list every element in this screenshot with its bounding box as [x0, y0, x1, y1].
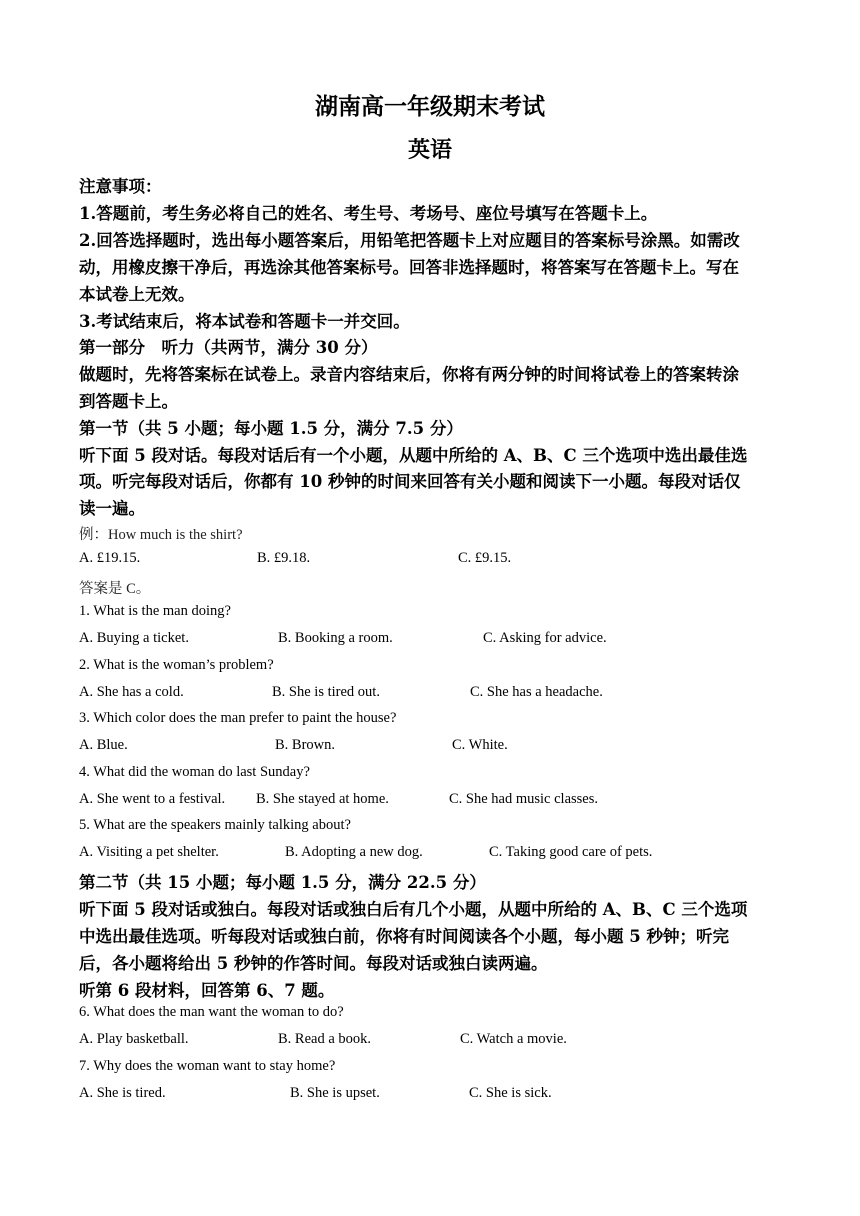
question-4: 4. What did the woman do last Sunday?	[79, 764, 310, 780]
question-3-option-c: C. White.	[452, 737, 508, 753]
question-5-option-c: C. Taking good care of pets.	[489, 844, 653, 860]
question-4-option-b: B. She stayed at home.	[256, 791, 389, 807]
question-5-option-a: A. Visiting a pet shelter.	[79, 844, 219, 860]
question-3-option-b: B. Brown.	[275, 737, 336, 753]
question-1: 1. What is the man doing?	[79, 603, 231, 619]
example-option-b: B. £9.18.	[257, 550, 311, 566]
material-6-heading: 听第 6 段材料，回答第 6、7 题。	[79, 981, 335, 1000]
section1-intro-line-3: 读一遍。	[79, 499, 145, 518]
question-7-option-c: C. She is sick.	[469, 1085, 552, 1101]
question-3: 3. Which color does the man prefer to paint the house?	[79, 710, 397, 726]
question-1-option-a: A. Buying a ticket.	[79, 630, 189, 646]
section2-intro-line-1: 听下面 5 段对话或独白。每段对话或独白后有几个小题，从题中所给的 A、B、C 三个选项	[79, 900, 748, 919]
section1-intro-line-1: 听下面 5 段对话。每段对话后有一个小题，从题中所给的 A、B、C 三个选项中选出最佳选	[79, 446, 748, 465]
section1-intro-line-2: 项。听完每段对话后，你都有 10 秒钟的时间来回答有关小题和阅读下一小题。每段对话仅	[79, 472, 741, 491]
part1-intro-line-2: 到答题卡上。	[79, 392, 178, 411]
question-2: 2. What is the woman’s problem?	[79, 657, 274, 673]
question-7-option-a: A. She is tired.	[79, 1085, 166, 1101]
example-option-a: A. £19.15.	[79, 550, 141, 566]
question-6-option-a: A. Play basketball.	[79, 1031, 189, 1047]
question-3-option-a: A. Blue.	[79, 737, 128, 753]
question-2-option-c: C. She has a headache.	[470, 684, 603, 700]
notice-item-1: 1.答题前，考生务必将自己的姓名、考生号、考场号、座位号填写在答题卡上。	[79, 204, 658, 223]
question-5-option-b: B. Adopting a new dog.	[285, 844, 423, 860]
question-7-option-b: B. She is upset.	[290, 1085, 380, 1101]
example-question: 例：How much is the shirt?	[79, 527, 243, 543]
question-4-option-c: C. She had music classes.	[449, 791, 599, 807]
notice-item-2-line-2: 动，用橡皮擦干净后，再选涂其他答案标号。回答非选择题时，将答案写在答题卡上。写在	[79, 258, 739, 277]
question-5: 5. What are the speakers mainly talking about?	[79, 817, 351, 833]
question-6-option-c: C. Watch a movie.	[460, 1031, 567, 1047]
question-7: 7. Why does the woman want to stay home?	[79, 1058, 336, 1074]
example-option-c: C. £9.15.	[458, 550, 512, 566]
exam-title: 湖南高一年级期末考试	[315, 93, 545, 120]
notice-heading: 注意事项：	[79, 177, 162, 196]
part1-heading: 第一部分 听力（共两节，满分 30 分）	[79, 338, 378, 357]
section2-intro-line-3: 后，各小题将给出 5 秒钟的作答时间。每段对话或独白读两遍。	[79, 954, 548, 973]
notice-item-2-line-3: 本试卷上无效。	[79, 285, 195, 304]
question-2-option-a: A. She has a cold.	[79, 684, 184, 700]
question-2-option-b: B. She is tired out.	[272, 684, 380, 700]
question-6-option-b: B. Read a book.	[278, 1031, 372, 1047]
exam-subject: 英语	[407, 137, 452, 163]
example-answer: 答案是 C。	[79, 581, 151, 597]
part1-intro-line-1: 做题时，先将答案标在试卷上。录音内容结束后，你将有两分钟的时间将试卷上的答案转涂	[79, 365, 739, 384]
section2-intro-line-2: 中选出最佳选项。听每段对话或独白前，你将有时间阅读各个小题，每小题 5 秒钟；听完	[79, 927, 729, 946]
question-1-option-c: C. Asking for advice.	[483, 630, 607, 646]
notice-item-2-line-1: 2.回答选择题时，选出每小题答案后，用铅笔把答题卡上对应题目的答案标号涂黑。如需改	[79, 231, 740, 250]
section1-heading: 第一节（共 5 小题；每小题 1.5 分，满分 7.5 分）	[79, 419, 463, 438]
question-6: 6. What does the man want the woman to do?	[79, 1004, 344, 1020]
question-1-option-b: B. Booking a room.	[278, 630, 393, 646]
notice-item-3: 3.考试结束后，将本试卷和答题卡一并交回。	[79, 312, 410, 331]
question-4-option-a: A. She went to a festival.	[79, 791, 226, 807]
section2-heading: 第二节（共 15 小题；每小题 1.5 分，满分 22.5 分）	[79, 873, 486, 892]
